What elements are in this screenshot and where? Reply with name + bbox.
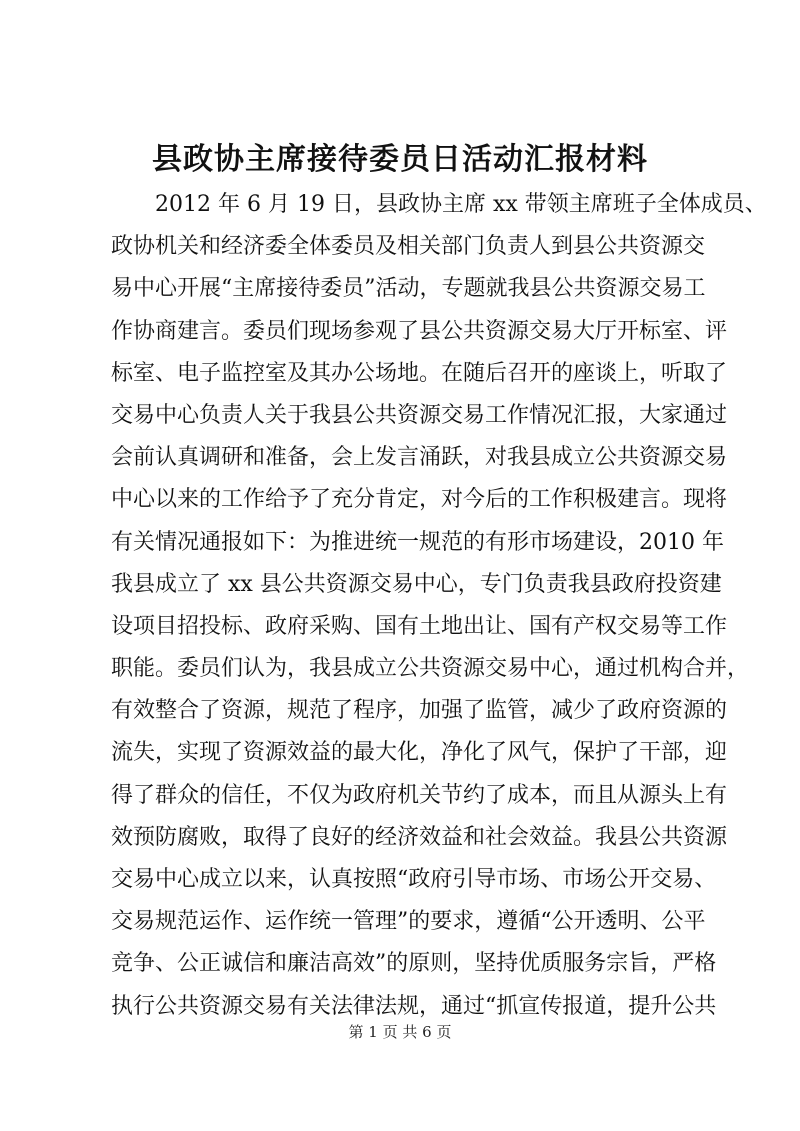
paragraph-line: 作协商建言。委员们现场参观了县公共资源交易大厅开标室、评 (111, 318, 728, 344)
paragraph-line: 2012 年 6 月 19 日，县政协主席 xx 带领主席班子全体成员、 (155, 192, 767, 217)
paragraph-line: 得了群众的信任，不仅为政府机关节约了成本，而且从源头上有 (111, 782, 728, 808)
paragraph-line: 交易中心负责人关于我县公共资源交易工作情况汇报，大家通过 (111, 402, 728, 428)
paragraph-line: 交易规范运作、运作统一管理”的要求，遵循“公开透明、公平 (111, 909, 706, 935)
paragraph-line: 有关情况通报如下：为推进统一规范的有形市场建设，2010 年 (111, 529, 724, 555)
body-paragraph (111, 184, 767, 1028)
paragraph-line: 效预防腐败，取得了良好的经济效益和社会效益。我县公共资源 (111, 824, 728, 850)
document-title: 县政协主席接待委员日活动汇报材料 (152, 142, 648, 177)
paragraph-line: 中心以来的工作给予了充分肯定，对今后的工作积极建言。现将 (111, 487, 728, 513)
page-number-footer: 第 1 页 共 6 页 (348, 1023, 452, 1041)
paragraph-line: 职能。委员们认为，我县成立公共资源交易中心，通过机构合并， (111, 656, 750, 682)
paragraph-line: 易中心开展“主席接待委员”活动，专题就我县公共资源交易工 (111, 276, 706, 302)
paragraph-line: 政协机关和经济委全体委员及相关部门负责人到县公共资源交 (111, 234, 706, 260)
paragraph-line: 我县成立了 xx 县公共资源交易中心，专门负责我县政府投资建 (111, 571, 722, 597)
paragraph-line: 交易中心成立以来，认真按照“政府引导市场、市场公开交易、 (111, 867, 717, 892)
paragraph-line: 标室、电子监控室及其办公场地。在随后召开的座谈上，听取了 (111, 360, 728, 386)
paragraph-line: 竞争、公正诚信和廉洁高效”的原则，坚持优质服务宗旨，严格 (111, 951, 717, 977)
paragraph-line: 有效整合了资源，规范了程序，加强了监管，减少了政府资源的 (111, 698, 728, 724)
paragraph-line: 设项目招投标、政府采购、国有土地出让、国有产权交易等工作 (111, 613, 728, 639)
paragraph-line: 执行公共资源交易有关法律法规，通过“抓宣传报道，提升公共 (111, 993, 717, 1019)
paragraph-line: 流失，实现了资源效益的最大化，净化了风气，保护了干部，迎 (111, 740, 728, 766)
paragraph-line: 会前认真调研和准备，会上发言涌跃，对我县成立公共资源交易 (111, 445, 728, 471)
